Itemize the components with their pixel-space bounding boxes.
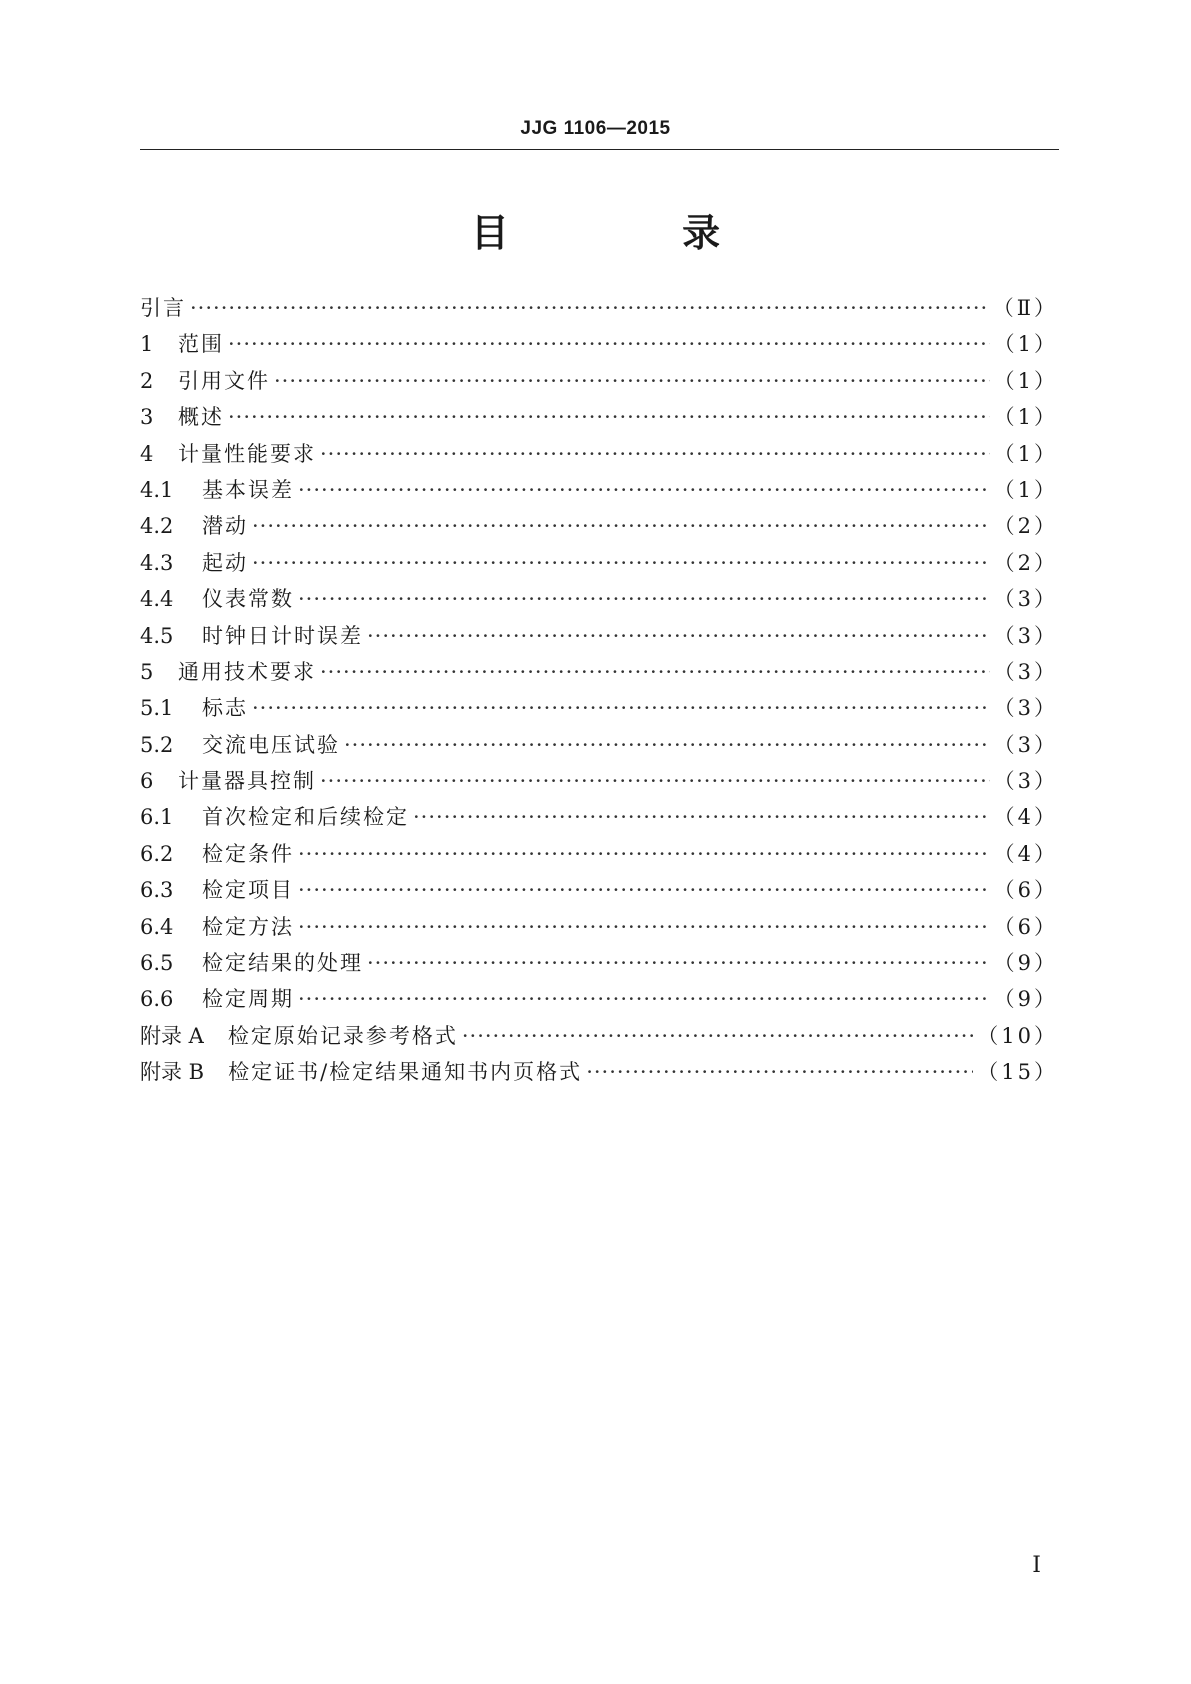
header-divider bbox=[140, 149, 1059, 150]
toc-entry-title: 概述 bbox=[178, 405, 224, 430]
toc-entry[interactable] bbox=[140, 654, 1058, 690]
toc-entry-title: 检定条件 bbox=[202, 841, 294, 866]
toc-entry-page: （1） bbox=[993, 332, 1058, 357]
toc-entry-title: 通用技术要求 bbox=[178, 659, 316, 684]
toc-entry[interactable] bbox=[140, 399, 1058, 435]
toc-entry-number: 5 bbox=[140, 659, 154, 684]
toc-entry-page: （3） bbox=[993, 659, 1058, 684]
toc-entry[interactable] bbox=[140, 508, 1058, 544]
toc-entry-title: 检定项目 bbox=[202, 878, 294, 903]
toc-entry-page: （3） bbox=[993, 696, 1058, 721]
toc-entry-title: 标志 bbox=[202, 696, 248, 721]
toc-entry-title: 检定结果的处理 bbox=[202, 951, 363, 976]
toc-leader-dots bbox=[586, 1054, 973, 1090]
toc-leader-dots bbox=[298, 472, 990, 508]
toc-entry-page: （3） bbox=[993, 623, 1058, 648]
toc-entry-number: 6.4 bbox=[140, 914, 174, 939]
toc-entry[interactable] bbox=[140, 472, 1058, 508]
toc-entry[interactable] bbox=[140, 436, 1058, 472]
toc-entry[interactable] bbox=[140, 1054, 1058, 1090]
toc-leader-dots bbox=[252, 508, 990, 544]
table-of-contents bbox=[140, 290, 1058, 1091]
toc-entry-title: 检定周期 bbox=[202, 987, 294, 1012]
toc-entry-page: （3） bbox=[993, 732, 1058, 757]
toc-entry-number: 6.1 bbox=[140, 805, 174, 830]
toc-entry-number: 4.4 bbox=[140, 587, 174, 612]
toc-entry[interactable] bbox=[140, 690, 1058, 726]
toc-leader-dots bbox=[274, 363, 990, 399]
toc-entry[interactable] bbox=[140, 1018, 1058, 1054]
toc-entry-number: 附录 B bbox=[140, 1060, 205, 1085]
toc-entry-number: 5.2 bbox=[140, 732, 174, 757]
toc-entry-page: （1） bbox=[993, 477, 1058, 502]
toc-entry-title: 交流电压试验 bbox=[202, 732, 340, 757]
toc-entry-page: （2） bbox=[993, 514, 1058, 539]
toc-entry-page: （9） bbox=[993, 987, 1058, 1012]
toc-entry[interactable] bbox=[140, 363, 1058, 399]
toc-entry-number: 2 bbox=[140, 368, 154, 393]
toc-entry[interactable] bbox=[140, 763, 1058, 799]
toc-entry-page: （2） bbox=[993, 550, 1058, 575]
toc-entry-title: 计量器具控制 bbox=[178, 769, 316, 794]
toc-leader-dots bbox=[252, 690, 990, 726]
toc-entry-page: （1） bbox=[993, 441, 1058, 466]
toc-leader-dots bbox=[413, 799, 990, 835]
toc-entry-page: （6） bbox=[993, 914, 1058, 939]
toc-leader-dots bbox=[298, 909, 990, 945]
toc-entry[interactable] bbox=[140, 326, 1058, 362]
toc-entry-title: 引言 bbox=[140, 296, 186, 320]
toc-entry-page: （6） bbox=[993, 878, 1058, 903]
toc-entry[interactable] bbox=[140, 981, 1058, 1017]
toc-entry-number: 6.6 bbox=[140, 987, 174, 1012]
toc-entry[interactable] bbox=[140, 909, 1058, 945]
toc-entry[interactable] bbox=[140, 618, 1058, 654]
toc-leader-dots bbox=[190, 290, 989, 326]
toc-leader-dots bbox=[298, 981, 990, 1017]
toc-leader-dots bbox=[320, 436, 990, 472]
toc-entry[interactable] bbox=[140, 581, 1058, 617]
toc-leader-dots bbox=[344, 727, 990, 763]
toc-entry-title: 首次检定和后续检定 bbox=[202, 805, 409, 830]
toc-entry-number: 4.1 bbox=[140, 477, 174, 502]
toc-entry-page: （3） bbox=[993, 587, 1058, 612]
toc-entry-title: 计量性能要求 bbox=[178, 441, 316, 466]
toc-entry-number: 4.5 bbox=[140, 623, 174, 648]
toc-entry-number: 5.1 bbox=[140, 696, 174, 721]
toc-entry-number: 6.3 bbox=[140, 878, 174, 903]
toc-entry-page: （9） bbox=[993, 951, 1058, 976]
toc-entry[interactable] bbox=[140, 945, 1058, 981]
toc-entry-title: 起动 bbox=[202, 550, 248, 575]
toc-entry-number: 6.2 bbox=[140, 841, 174, 866]
toc-entry-title: 引用文件 bbox=[178, 368, 270, 393]
toc-entry-page: （15） bbox=[977, 1060, 1058, 1085]
toc-leader-dots bbox=[298, 872, 990, 908]
toc-entry-title: 潜动 bbox=[202, 514, 248, 539]
toc-entry-title: 检定证书/检定结果通知书内页格式 bbox=[228, 1060, 583, 1085]
toc-leader-dots bbox=[228, 326, 990, 362]
page-number: Ⅰ bbox=[1032, 1553, 1041, 1578]
document-code: JJG 1106—2015 bbox=[520, 118, 671, 139]
toc-entry[interactable] bbox=[140, 872, 1058, 908]
toc-leader-dots bbox=[462, 1018, 973, 1054]
toc-leader-dots bbox=[320, 763, 990, 799]
toc-leader-dots bbox=[228, 399, 990, 435]
toc-leader-dots bbox=[367, 618, 990, 654]
toc-entry-page: （1） bbox=[993, 368, 1058, 393]
toc-title: 目 录 bbox=[470, 211, 801, 255]
toc-entry-title: 检定方法 bbox=[202, 914, 294, 939]
toc-entry[interactable] bbox=[140, 836, 1058, 872]
toc-entry-title: 检定原始记录参考格式 bbox=[227, 1023, 458, 1048]
toc-entry-number: 6 bbox=[140, 769, 154, 794]
toc-entry-page: （10） bbox=[977, 1023, 1058, 1048]
toc-entry[interactable] bbox=[140, 799, 1058, 835]
toc-entry-title: 范围 bbox=[178, 332, 224, 357]
toc-leader-dots bbox=[298, 581, 990, 617]
toc-entry-title: 时钟日计时误差 bbox=[202, 623, 363, 648]
toc-entry-number: 4.3 bbox=[140, 550, 174, 575]
toc-entry-number: 1 bbox=[140, 332, 154, 357]
toc-entry-page: （1） bbox=[993, 405, 1058, 430]
toc-entry[interactable] bbox=[140, 290, 1058, 326]
toc-entry-page: （4） bbox=[993, 805, 1058, 830]
toc-entry-number: 4.2 bbox=[140, 514, 174, 539]
toc-entry-page: （4） bbox=[993, 841, 1058, 866]
toc-entry-number: 3 bbox=[140, 405, 154, 430]
toc-leader-dots bbox=[298, 836, 990, 872]
toc-entry-number: 6.5 bbox=[140, 951, 174, 976]
toc-entry-number: 4 bbox=[140, 441, 154, 466]
toc-entry[interactable] bbox=[140, 545, 1058, 581]
toc-leader-dots bbox=[367, 945, 990, 981]
toc-leader-dots bbox=[320, 654, 990, 690]
toc-leader-dots bbox=[252, 545, 990, 581]
toc-entry-number: 附录 A bbox=[140, 1023, 204, 1048]
toc-entry-page: （3） bbox=[993, 769, 1058, 794]
toc-entry[interactable] bbox=[140, 727, 1058, 763]
toc-entry-title: 仪表常数 bbox=[202, 587, 294, 612]
toc-entry-page: （Ⅱ） bbox=[992, 296, 1058, 320]
toc-entry-title: 基本误差 bbox=[202, 477, 294, 502]
